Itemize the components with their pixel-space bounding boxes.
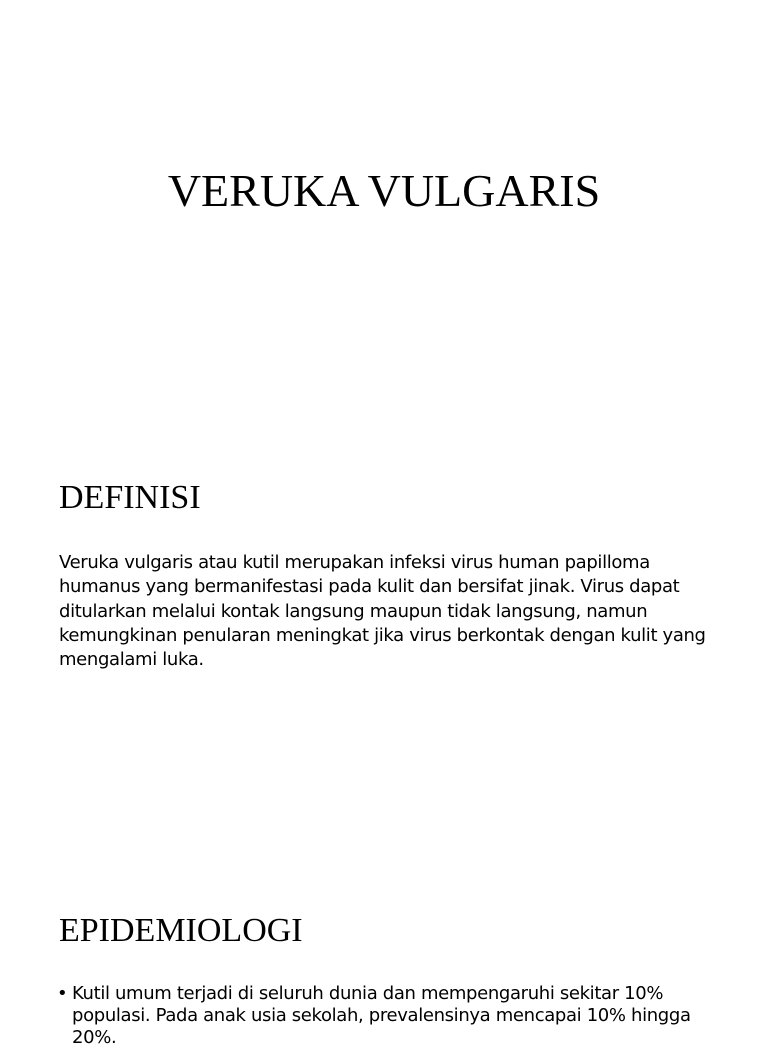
epidemiology-bullet-list [57,983,717,1049]
definition-slide [0,430,768,860]
bullet-icon: • [57,983,68,1004]
epidemiology-slide [0,860,768,1048]
epidemiology-heading: EPIDEMIOLOGI [59,912,303,949]
bullet-text: Kutil umum terjadi di seluruh dunia dan mempengaruhi sekitar 10% populasi. Pada anak usia sekolah, prevalensinya mencapai 10% hingga 20%. [72,983,691,1048]
title-slide [0,0,768,430]
definition-heading: DEFINISI [59,479,201,516]
list-item [57,983,717,1049]
presentation-title: VERUKA VULGARIS [167,165,601,216]
definition-body-text: Veruka vulgaris atau kutil merupakan infeksi virus human papilloma humanus yang bermanifestasi pada kulit dan bersifat jinak. Virus dapat ditularkan melalui kontak langsung maupun tidak langsung, namun kemungkinan penularan meningkat jika virus berkontak dengan kulit yang mengalami luka. [59,552,706,671]
